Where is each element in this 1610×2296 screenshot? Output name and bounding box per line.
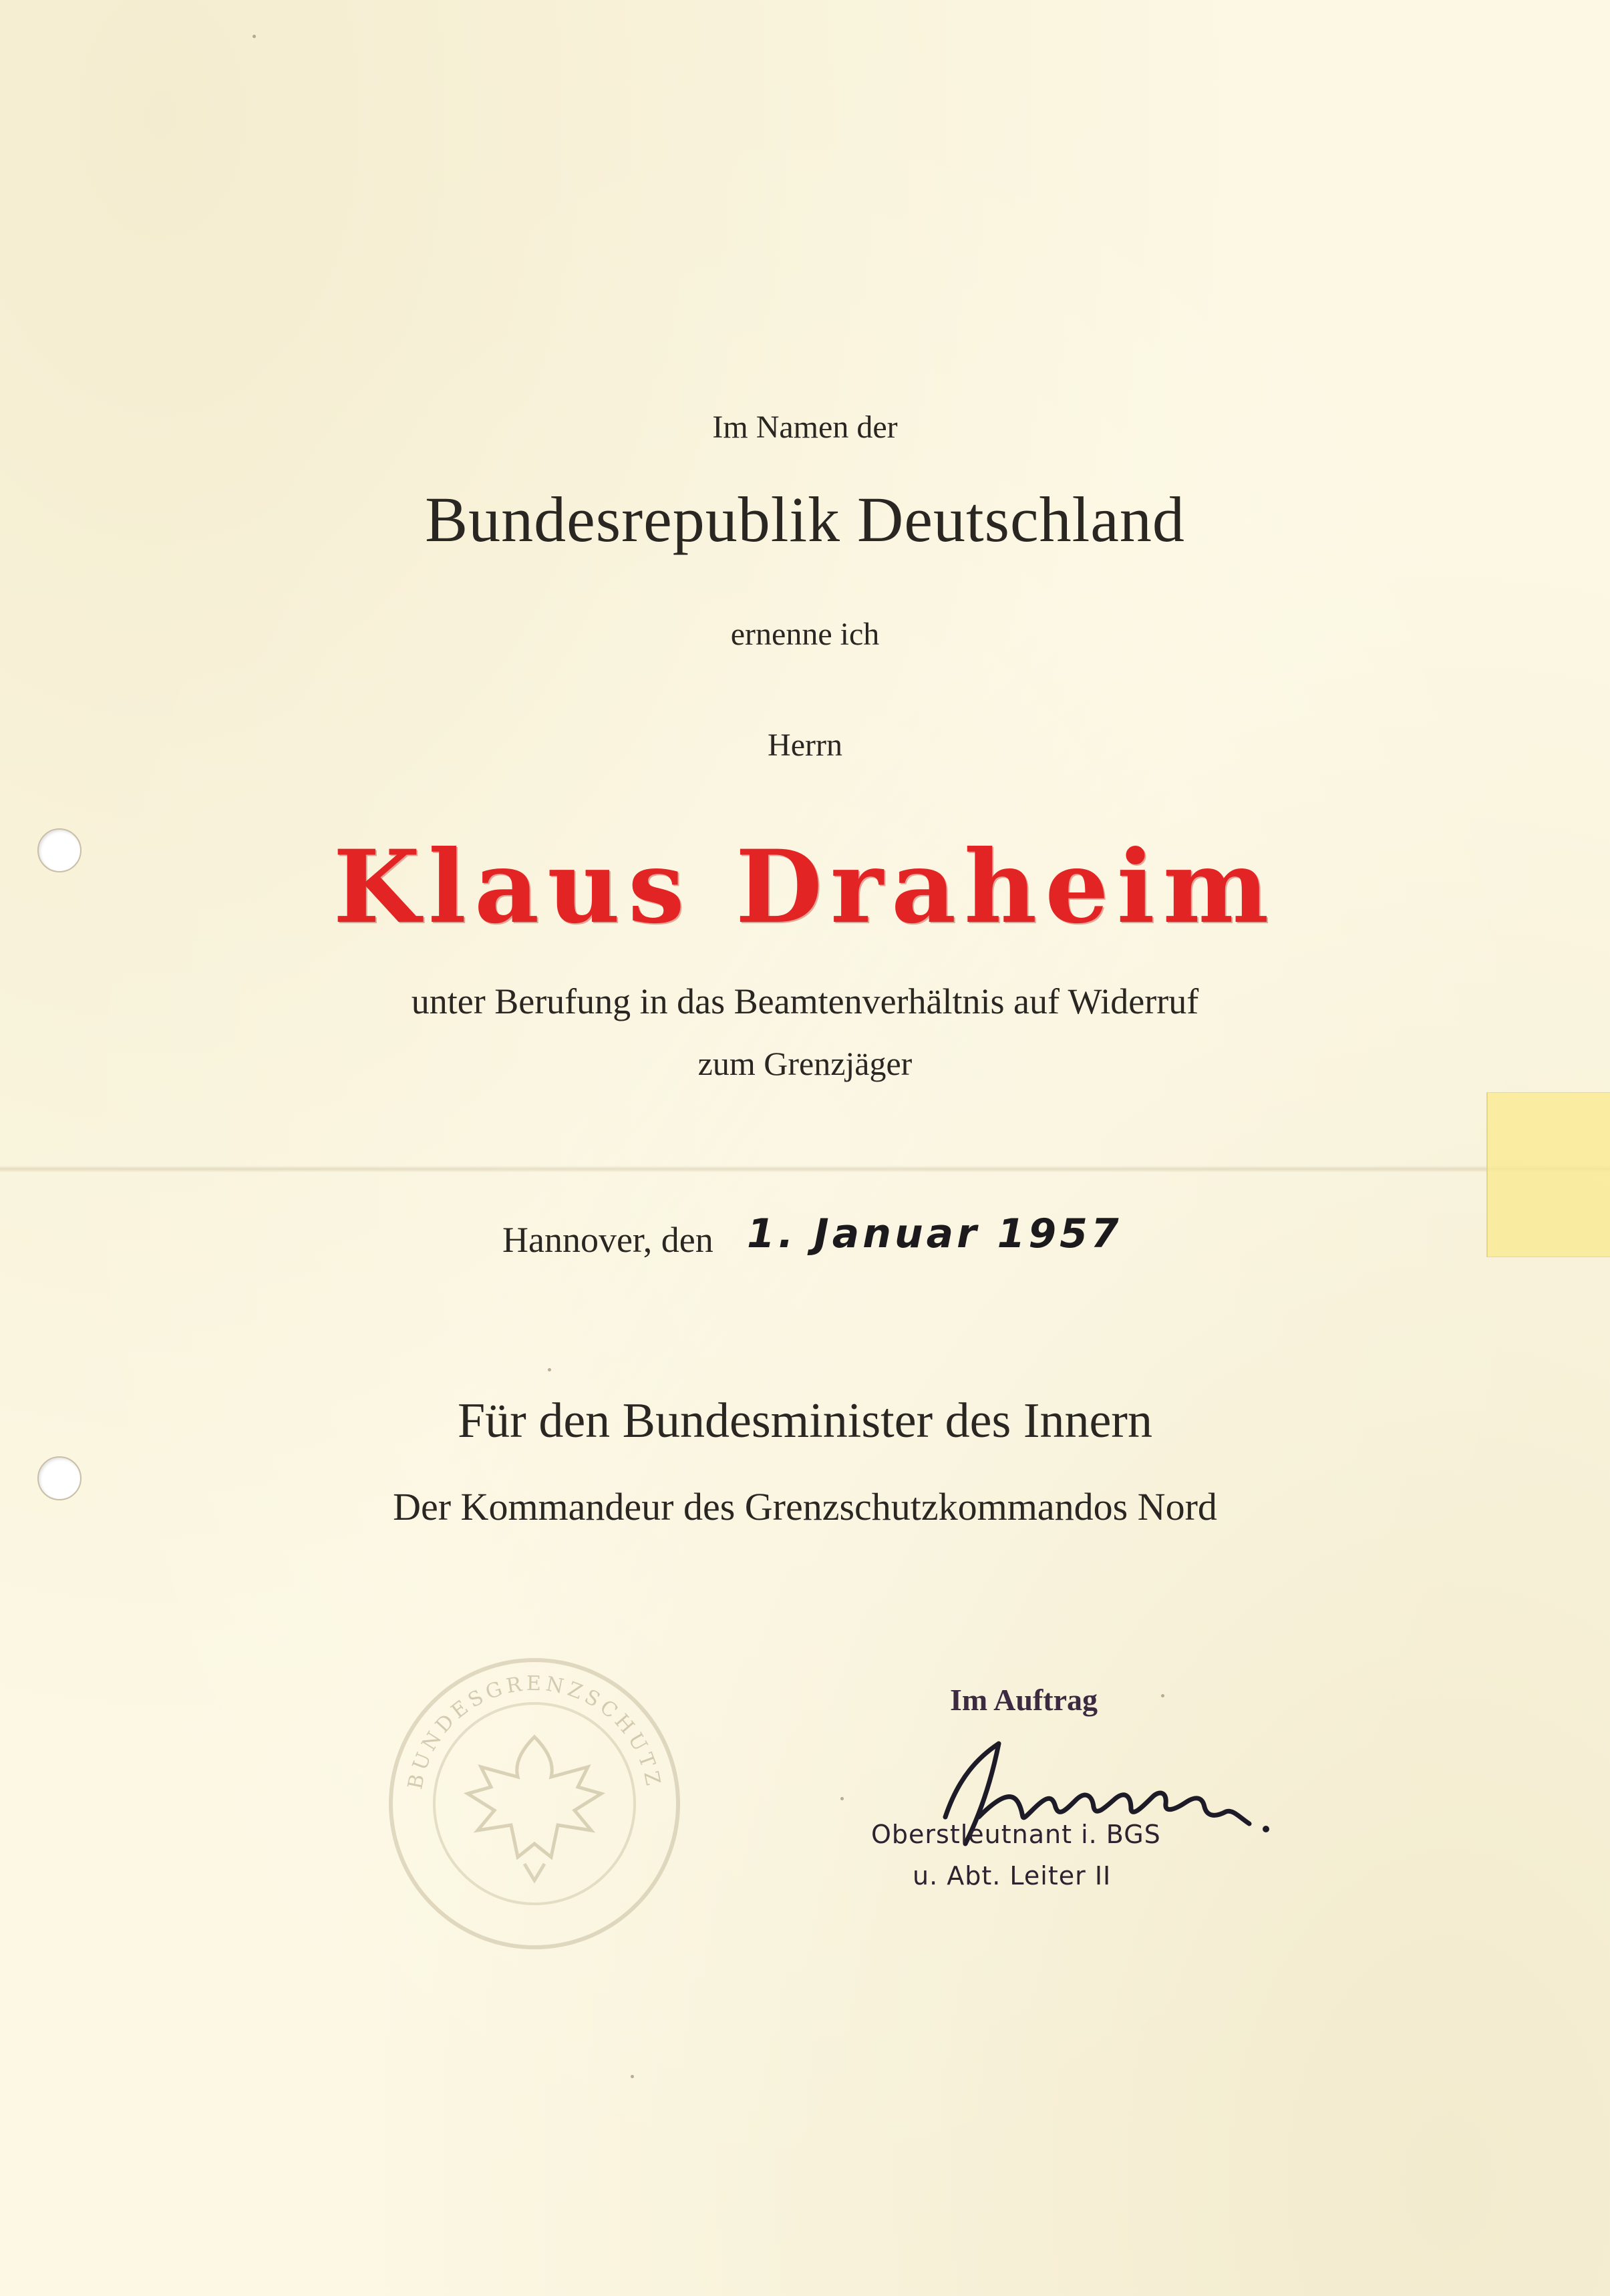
commander-line: Der Kommandeur des Grenzschutzkommandos Nord <box>393 1485 1217 1528</box>
rank-appointed: zum Grenzjäger <box>697 1045 913 1082</box>
adhesive-tape <box>1486 1092 1610 1257</box>
appointee-name: Klaus Draheim <box>333 828 1277 946</box>
paper-speck <box>253 35 256 38</box>
appointing-phrase: ernenne ich <box>730 617 880 652</box>
salutation: Herrn <box>768 727 842 763</box>
paper-speck <box>840 1797 844 1800</box>
paper-speck <box>548 1368 551 1371</box>
signer-rank-stamp: Oberstleutnant i. BGS <box>871 1820 1161 1849</box>
paper-fold-line <box>0 1166 1610 1172</box>
seal-legend: BUNDESGRENZSCHUTZ <box>404 1671 665 1792</box>
on-behalf-stamp: Im Auftrag <box>950 1683 1098 1717</box>
paper-speck <box>631 2075 634 2078</box>
state-title: Bundesrepublik Deutschland <box>425 484 1185 555</box>
authority-line: Für den Bundesminister des Innern <box>458 1393 1152 1448</box>
place-date-prefix: Hannover, den <box>502 1220 713 1260</box>
signer-function-stamp: u. Abt. Leiter II <box>913 1861 1112 1891</box>
appointment-clause: unter Berufung in das Beamtenverhältnis auf Widerruf <box>411 981 1199 1021</box>
preamble-text: Im Namen der <box>712 409 898 445</box>
handwritten-date: 1. Januar 1957 <box>747 1210 1122 1257</box>
embossed-seal-icon <box>381 1650 688 1957</box>
paper-speck <box>1161 1694 1164 1697</box>
svg-text:BUNDESGRENZSCHUTZ <box>404 1672 665 1792</box>
